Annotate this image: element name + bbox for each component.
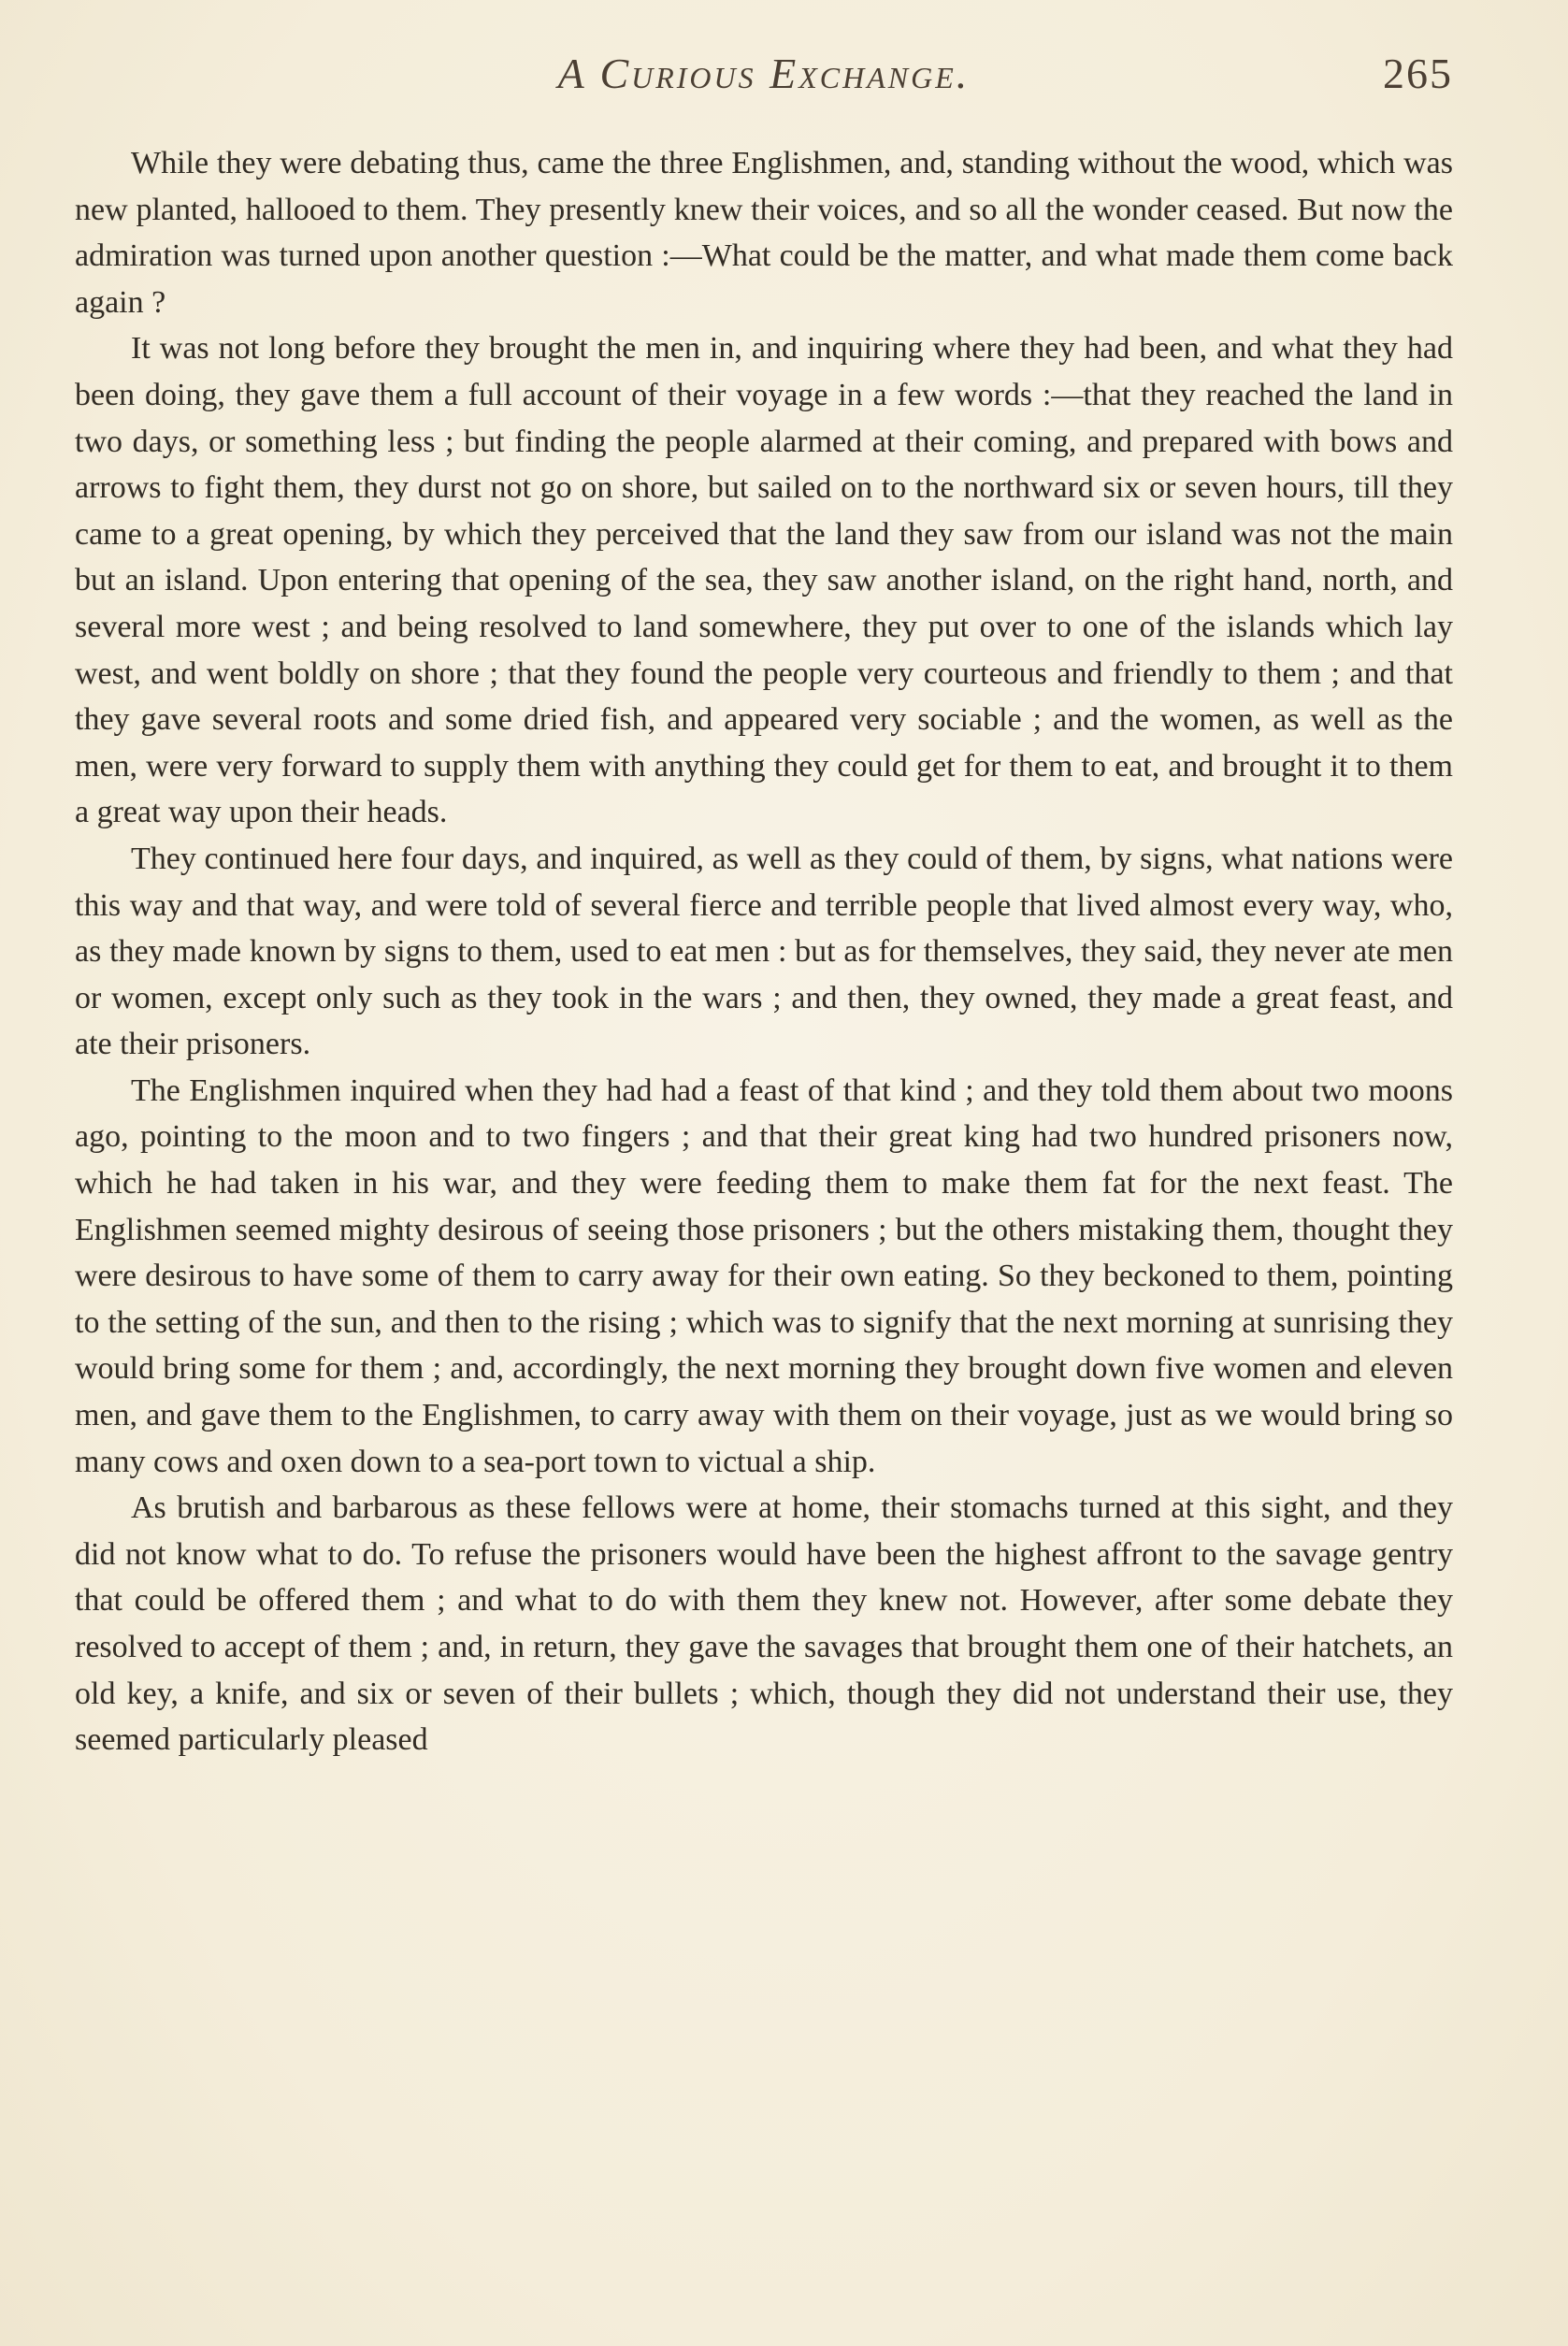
- paragraph-1: While they were debating thus, came the three Englishmen, and, standing without the wood, which was new planted, hallooed to them. They presently knew their voices, and so all the wonder ceased. But now the admiration was turned upon another question :—What could be the matter, and what made them come back again ?: [75, 146, 1453, 320]
- page-number: 265: [1383, 50, 1453, 97]
- body-text: [75, 140, 1453, 1763]
- paragraph-2: It was not long before they brought the men in, and inquiring where they had been, and what they had been doing, they gave them a full account of their voyage in a few words :—that they reached the land in two days, or something less ; but finding the people alarmed at their coming, and prepared with bows and arrows to fight them, they durst not go on shore, but sailed on to the northward six or seven hours, till they came to a great opening, by which they perceived that the land they saw from our island was not the main but an island. Upon entering that opening of the sea, they saw another island, on the right hand, north, and several more west ; and being resolved to land somewhere, they put over to one of the islands which lay west, and went boldly on shore ; that they found the people very courteous and friendly to them ; and that they gave several roots and some dried fish, and appeared very sociable ; and the women, as well as the men, were very forward to supply them with anything they could get for them to eat, and brought it to them a great way upon their heads.: [75, 331, 1453, 830]
- paragraph-4: The Englishmen inquired when they had had a feast of that kind ; and they told them about two moons ago, pointing to the moon and to two fingers ; and that their great king had two hundred prisoners now, which he had taken in his war, and they were feeding them to make them fat for the next feast. The Englishmen seemed mighty desirous of seeing those prisoners ; but the others mistaking them, thought they were desirous to have some of them to carry away for their own eating. So they beckoned to them, pointing to the setting of the sun, and then to the rising ; which was to signify that the next morning at sunrising they would bring some for them ; and, accordingly, the next morning they brought down five women and eleven men, and gave them to the Englishmen, to carry away with them on their voyage, just as we would bring so many cows and oxen down to a sea-port town to victual a ship.: [75, 1072, 1453, 1479]
- paragraph-5: As brutish and barbarous as these fellows were at home, their stomachs turned at this sight, and they did not know what to do. To refuse the prisoners would have been the highest affront to the savage gentry that could be offered them ; and what to do with them they knew not. However, after some debate they resolved to accept of them ; and, in return, they gave the savages that brought them one of their hatchets, an old key, a knife, and six or seven of their bullets ; which, though they did not understand their use, they seemed particularly pleased: [75, 1490, 1453, 1758]
- running-title: A Curious Exchange.: [557, 50, 971, 97]
- paragraph-3: They continued here four days, and inquired, as well as they could of them, by signs, what nations were this way and that way, and were told of several fierce and terrible people that lived almost every way, who, as they made known by signs to them, used to eat men : but as for themselves, they said, they never ate men or women, except only such as they took in the wars ; and then, they owned, they made a great feast, and ate their prisoners.: [75, 841, 1453, 1062]
- page-header: [75, 49, 1453, 114]
